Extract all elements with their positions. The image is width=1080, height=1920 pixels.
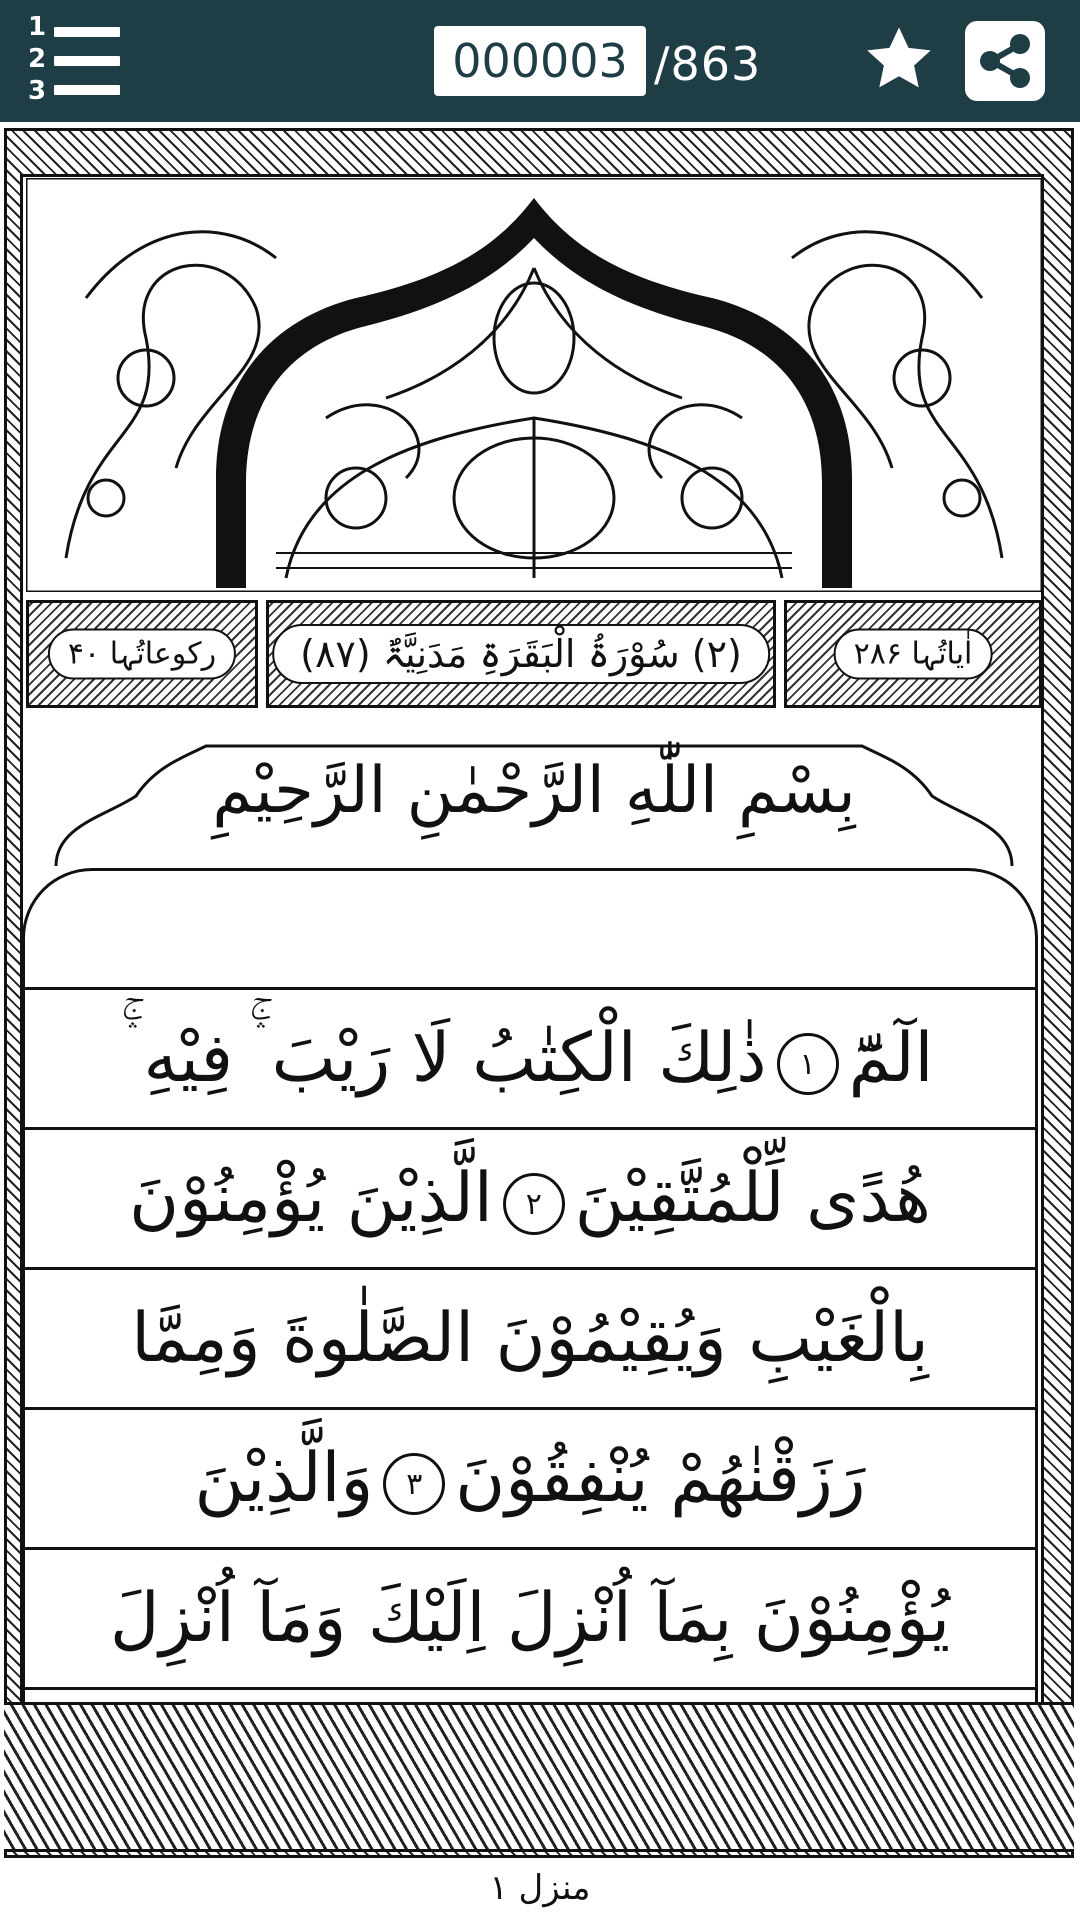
- bismillah-cartouche: [46, 716, 1022, 868]
- bismillah-text: بِسْمِ اللّٰهِ الرَّحْمٰنِ الرَّحِيْمِ: [212, 754, 856, 828]
- verse-text: ذٰلِكَ الْكِتٰبُ لَا رَيْبَ ۛۚ فِيْهِ ۛۚ: [126, 1019, 767, 1098]
- verse-text: هُدًى لِّلْمُتَّقِيْنَ: [574, 1159, 931, 1238]
- verse-text: وَالَّذِيْنَ: [194, 1439, 374, 1518]
- ruku-count-cell: [26, 600, 258, 708]
- ruku-count-label: رکوعاتُہا ۴۰: [48, 629, 236, 680]
- bookmark-star-button[interactable]: [862, 22, 936, 96]
- surah-title-banner: [26, 600, 1042, 708]
- menu-line-icon: [54, 85, 120, 95]
- menu-number-2: 2: [28, 44, 47, 74]
- ayah-end-marker: ۳: [383, 1453, 445, 1515]
- page-total-count: /863: [654, 37, 762, 91]
- ayat-count-label: اٰیاتُہا ۲۸۶: [834, 629, 993, 680]
- bottom-decorative-band: [4, 1702, 1074, 1852]
- ayah-end-marker: ۱: [777, 1033, 839, 1095]
- menu-number-3: 3: [28, 76, 47, 106]
- verse-text: الٓمّٓ: [848, 1019, 934, 1098]
- index-menu-button[interactable]: [24, 14, 124, 110]
- verse-line[interactable]: [25, 1547, 1035, 1687]
- verse-line[interactable]: [25, 987, 1035, 1127]
- verse-text: بِالْغَيْبِ وَيُقِيْمُوْنَ الصَّلٰوةَ وَمِمَّا: [131, 1299, 929, 1378]
- verse-lines: [22, 868, 1038, 1842]
- share-icon: [965, 21, 1045, 101]
- star-icon: [862, 22, 936, 96]
- ayat-count-cell: [784, 600, 1042, 708]
- surah-name-cell: [266, 600, 776, 708]
- verse-line[interactable]: [25, 1407, 1035, 1547]
- quran-page[interactable]: [0, 122, 1080, 1920]
- menu-line-icon: [54, 56, 120, 66]
- verse-text: الَّذِيْنَ يُؤْمِنُوْنَ: [129, 1159, 493, 1238]
- verse-text: رَزَقْنٰهُمْ يُنْفِقُوْنَ: [455, 1439, 866, 1518]
- page-number-input[interactable]: [434, 26, 646, 96]
- manzil-label: منزل ۱: [489, 1868, 591, 1908]
- surah-header-ornament: [26, 178, 1042, 592]
- top-app-bar: [0, 0, 1080, 122]
- surah-name-label: (۲) سُوْرَۃُ الْبَقَرَۃِ مَدَنِیَّۃٌ (۸۷): [272, 624, 770, 684]
- menu-number-1: 1: [28, 12, 47, 42]
- verse-text: يُؤْمِنُوْنَ بِمَآ اُنْزِلَ اِلَيْكَ وَمَآ اُنْزِلَ: [109, 1579, 950, 1658]
- ayah-end-marker: ۲: [503, 1173, 565, 1235]
- share-button[interactable]: [965, 21, 1045, 101]
- verse-line[interactable]: [25, 1267, 1035, 1407]
- menu-line-icon: [54, 27, 120, 37]
- verse-line[interactable]: [25, 1127, 1035, 1267]
